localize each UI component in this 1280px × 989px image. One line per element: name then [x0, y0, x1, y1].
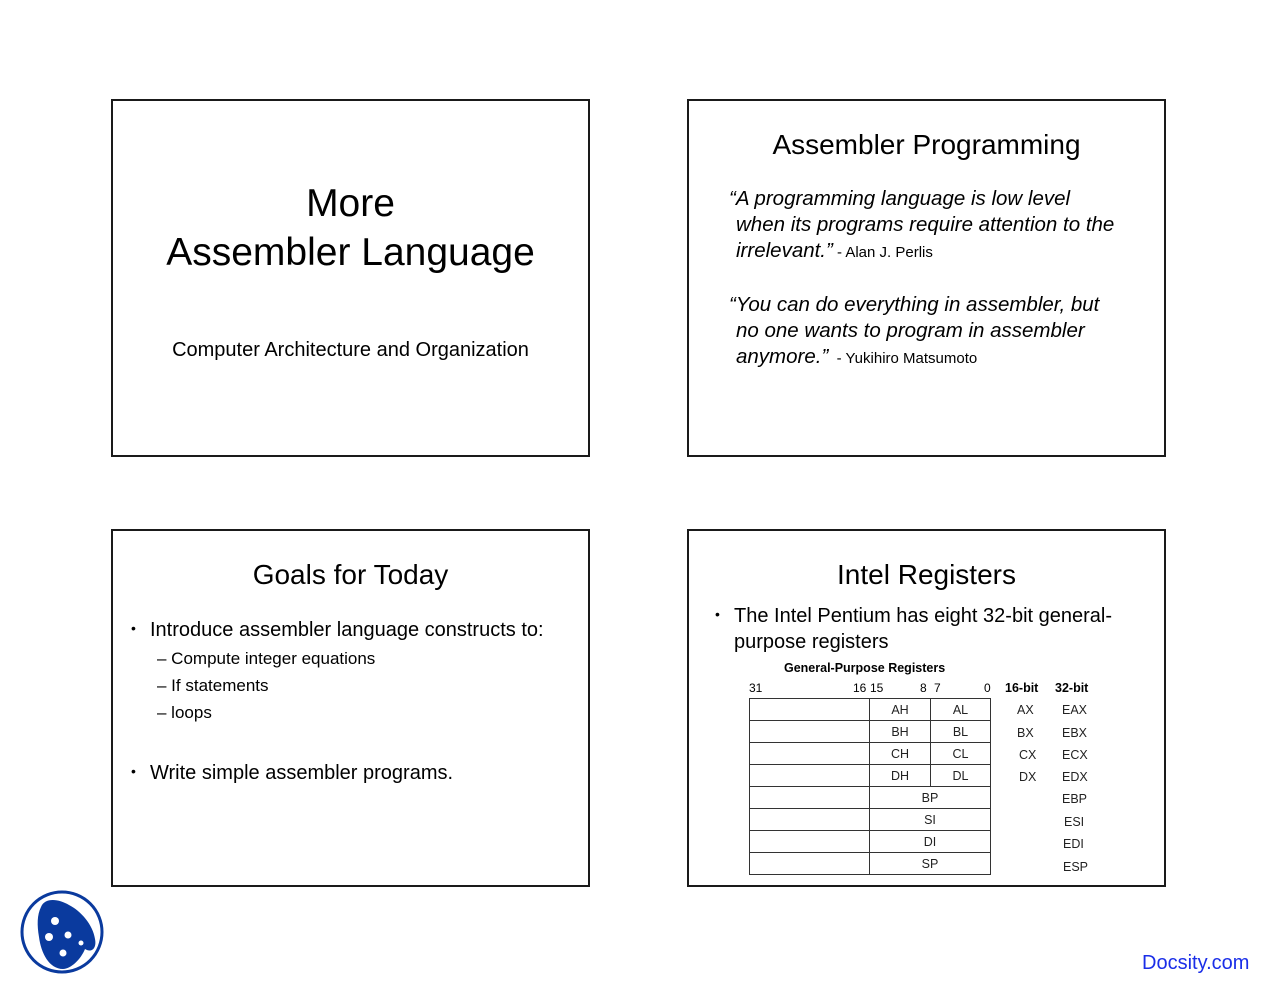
col-header-16bit: 16-bit — [1005, 681, 1039, 695]
bit-label: 16 — [853, 681, 867, 695]
quote-matsumoto — [729, 292, 1099, 372]
register-row — [750, 765, 991, 787]
bit-label: 8 — [920, 681, 927, 695]
bullet-text: The Intel Pentium has eight 32-bit general- — [734, 605, 1112, 627]
reg-word: SP — [870, 853, 991, 875]
reg-32bit-name: EDI — [1063, 837, 1084, 851]
reg-32bit-name: EAX — [1062, 703, 1088, 717]
quote-perlis — [729, 186, 1114, 266]
reg-32bit-name: ESI — [1064, 815, 1085, 829]
reg-16bit-name: AX — [1017, 703, 1034, 717]
reg-word: SI — [870, 809, 991, 831]
reg-high: CH — [870, 743, 931, 765]
quote-line: when its programs require attention to the — [736, 213, 1115, 236]
slide-subtitle: Computer Architecture and Organization — [172, 339, 529, 361]
docsity-logo-icon[interactable] — [19, 889, 105, 975]
bullet-item — [131, 762, 453, 785]
bit-label: 0 — [984, 681, 991, 695]
bullet-icon: • — [715, 606, 720, 622]
bullet-item — [131, 619, 544, 642]
docsity-link[interactable]: Docsity.com — [1142, 952, 1250, 974]
reg-32bit-name: EBX — [1062, 726, 1088, 740]
slide-assembler-programming — [687, 99, 1166, 457]
bullet-text: purpose registers — [734, 631, 889, 653]
bit-label: 15 — [870, 681, 884, 695]
bullet-text: Write simple assembler programs. — [150, 762, 454, 784]
reg-16bit-name: CX — [1019, 748, 1037, 762]
bit-label: 31 — [749, 681, 763, 695]
sub-bullet: – loops — [157, 703, 212, 722]
diagram-title: General-Purpose Registers — [784, 661, 946, 675]
quote-line: “A programming language is low level — [729, 187, 1071, 210]
slide-title-heading — [113, 179, 588, 277]
quote-line: irrelevant.” — [736, 239, 833, 262]
sub-bullet: – Compute integer equations — [157, 649, 376, 668]
register-row — [750, 743, 991, 765]
reg-low: AL — [931, 699, 991, 721]
register-table — [749, 698, 991, 875]
sub-bullet: – If statements — [157, 676, 269, 695]
register-row — [750, 809, 991, 831]
slide-heading: Goals for Today — [252, 559, 449, 590]
quote-author: - Yukihiro Matsumoto — [828, 350, 978, 367]
reg-low: DL — [931, 765, 991, 787]
bullet-icon: • — [131, 620, 136, 636]
slide-intel-registers — [687, 529, 1166, 887]
title-line-2: Assembler Language — [166, 231, 535, 274]
reg-low: BL — [931, 721, 991, 743]
reg-high: BH — [870, 721, 931, 743]
reg-16bit-name: BX — [1017, 726, 1034, 740]
reg-32bit-name: ESP — [1063, 860, 1089, 874]
register-row — [750, 853, 991, 875]
slide-title — [111, 99, 590, 457]
bullet-icon: • — [131, 763, 136, 779]
reg-low: CL — [931, 743, 991, 765]
slide-goals — [111, 529, 590, 887]
bit-label: 7 — [934, 681, 941, 695]
reg-high: DH — [870, 765, 931, 787]
reg-32bit-name: ECX — [1062, 748, 1088, 762]
bullet-item — [715, 601, 1112, 655]
register-row — [750, 699, 991, 721]
quote-line: anymore.” — [736, 345, 829, 368]
reg-word: DI — [870, 831, 991, 853]
register-row — [750, 787, 991, 809]
title-line-1: More — [306, 182, 395, 225]
quote-line: no one wants to program in assembler — [736, 319, 1085, 342]
reg-word: BP — [870, 787, 991, 809]
register-row — [750, 831, 991, 853]
col-header-32bit: 32-bit — [1055, 681, 1089, 695]
reg-32bit-name: EDX — [1062, 770, 1088, 784]
slide-heading: Intel Registers — [837, 559, 1016, 590]
reg-32bit-name: EBP — [1062, 792, 1088, 806]
reg-16bit-name: DX — [1019, 770, 1037, 784]
register-row — [750, 721, 991, 743]
slide-heading: Assembler Programming — [772, 129, 1081, 160]
bullet-text: Introduce assembler language constructs to: — [150, 619, 544, 641]
quote-author: - Alan J. Perlis — [832, 244, 933, 261]
reg-high: AH — [870, 699, 931, 721]
quote-line: “You can do everything in assembler, but — [729, 293, 1100, 316]
